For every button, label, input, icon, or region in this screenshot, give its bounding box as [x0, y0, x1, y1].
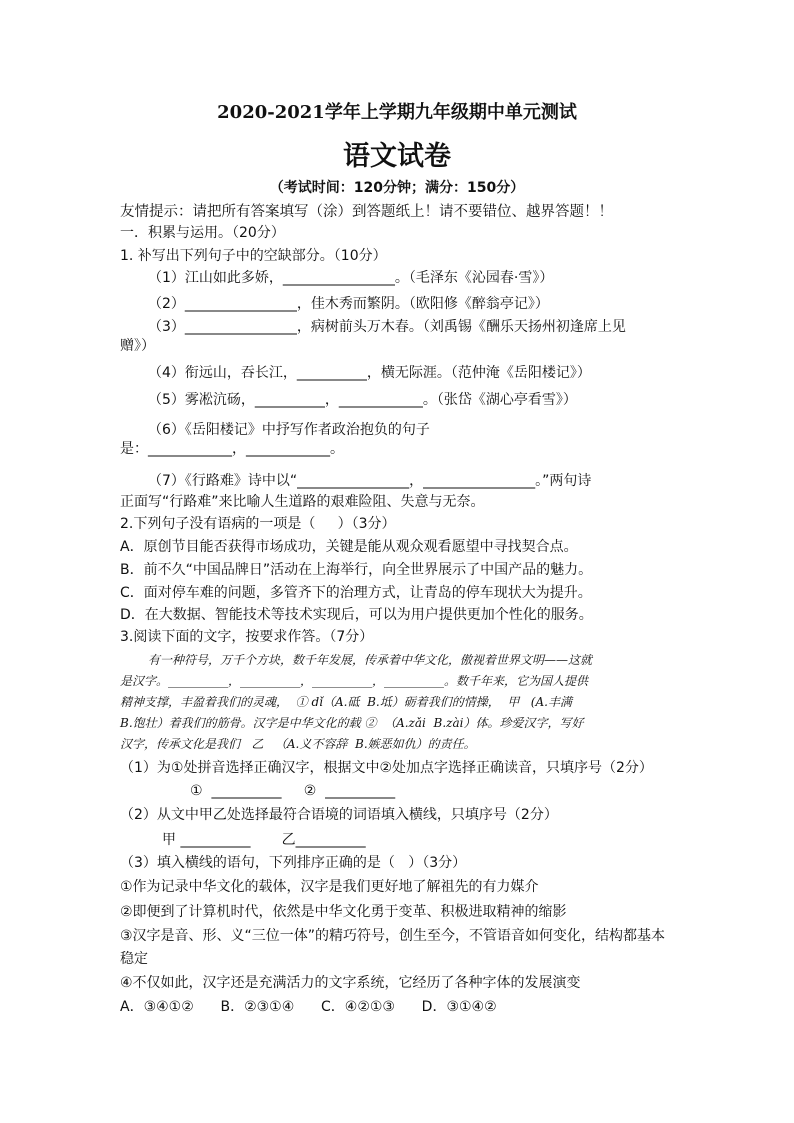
passage-line: 有一种符号，万千个方块，数千年发展，传承着中华文化，傲视着世界文明——这就 [148, 653, 593, 667]
question-2-option-c: C．面对停车难的问题，多管齐下的治理方式，让青岛的停车现状大为提升。 [120, 585, 592, 601]
question-1-line: （2）________________，佳木秀而繁阴。（欧阳修《醉翁亭记》） [148, 296, 549, 312]
question-1-line: （6）《岳阳楼记》中抒写作者政治抱负的句子 [148, 422, 430, 438]
section-heading: 一．积累与运用。（20分） [120, 225, 285, 241]
statement-3: ③汉字是音、形、义“三位一体”的精巧符号，创生至今，不管语音如何变化，结构都基本 [120, 928, 666, 944]
answer-blanks-2: 甲 __________ 乙__________ [162, 832, 366, 848]
statement-2: ②即便到了计算机时代，依然是中华文化勇于变革、积极进取精神的缩影 [120, 904, 567, 920]
exam-title: 2020-2021学年上学期九年级期中单元测试 [217, 102, 577, 123]
passage-line: B.饱壮）着我们的筋骨。汉字是中华文化的载 ② （A.zǎi B.zài）体。珍爱汉字，写好 [120, 716, 584, 730]
statement-1: ①作为记录中华文化的载体，汉字是我们更好地了解祖先的有力媒介 [120, 879, 539, 895]
friendly-tip: 友情提示：请把所有答案填写（涂）到答题纸上！请不要错位、越界答题！！ [120, 204, 613, 220]
question-1-line: （3）________________，病树前头万木春。（刘禹锡《酬乐天扬州初逢席上见 [148, 319, 626, 335]
question-1-stem: 1. 补写出下列句子中的空缺部分。（10分） [120, 248, 387, 264]
answer-choices: A．③④①② B．②③①④ C．④②①③ D．③①④② [120, 999, 497, 1015]
subject-title: 语文试卷 [343, 141, 451, 172]
question-2-option-a: A．原创节目能否获得市场成功，关键是能从观众观看愿望中寻找契合点。 [120, 539, 578, 555]
statement-3-cont: 稳定 [120, 951, 148, 967]
exam-info: （考试时间：120分钟；满分：150分） [269, 180, 525, 196]
question-1-line: 赠》） [120, 338, 155, 354]
passage-line: 精神支撑，丰盈着我们的灵魂， ① dǐ（A.砥 B.坻）砺着我们的情操， 甲 (A.丰满 [120, 695, 572, 709]
question-1-line: 正面写“行路难”来比喻人生道路的艰难险阻、失意与无奈。 [120, 494, 485, 510]
question-2-option-d: D．在大数据、智能技术等技术实现后，可以为用户提供更加个性化的服务。 [120, 607, 593, 623]
statement-4: ④不仅如此，汉字还是充满活力的文字系统，它经历了各种字体的发展演变 [120, 975, 581, 991]
question-3-sub-2: （2）从文中甲乙处选择最符合语境的词语填入横线，只填序号（2分） [120, 807, 558, 823]
question-3-sub-1: （1）为①处拼音选择正确汉字，根据文中②处加点字选择正确读音，只填序号（2分） [120, 760, 653, 776]
answer-blanks-1: ① __________ ② __________ [190, 783, 396, 799]
question-1-line: （5）雾凇沆砀，__________，____________。（张岱《湖心亭看雪》） [148, 392, 577, 408]
question-3-stem: 3.阅读下面的文字，按要求作答。（7分） [120, 629, 374, 645]
question-3-sub-3: （3）填入横线的语句，下列排序正确的是（ ）（3分） [120, 855, 467, 871]
question-1-line: 是：____________，____________。 [120, 441, 344, 457]
question-1-line: （7）《行路难》诗中以“________________，________________。”两句诗 [148, 473, 592, 489]
question-2-stem: 2.下列句子没有语病的一项是（ ）（3分） [120, 516, 396, 532]
passage-line: 是汉字。__________，__________，__________，__________。数千年来，它为国人提供 [120, 674, 589, 688]
question-1-line: （1）江山如此多娇，________________。（毛泽东《沁园春·雪》） [148, 270, 554, 286]
passage-line: 汉字，传承文化是我们 乙 （A.义不容辞 B.嫉恶如仇）的责任。 [120, 737, 476, 751]
question-2-option-b: B．前不久“中国品牌日”活动在上海举行，向全世界展示了中国产品的魅力。 [120, 562, 593, 578]
question-1-line: （4）衔远山，吞长江，__________，横无际涯。（范仲淹《岳阳楼记》） [148, 365, 591, 381]
